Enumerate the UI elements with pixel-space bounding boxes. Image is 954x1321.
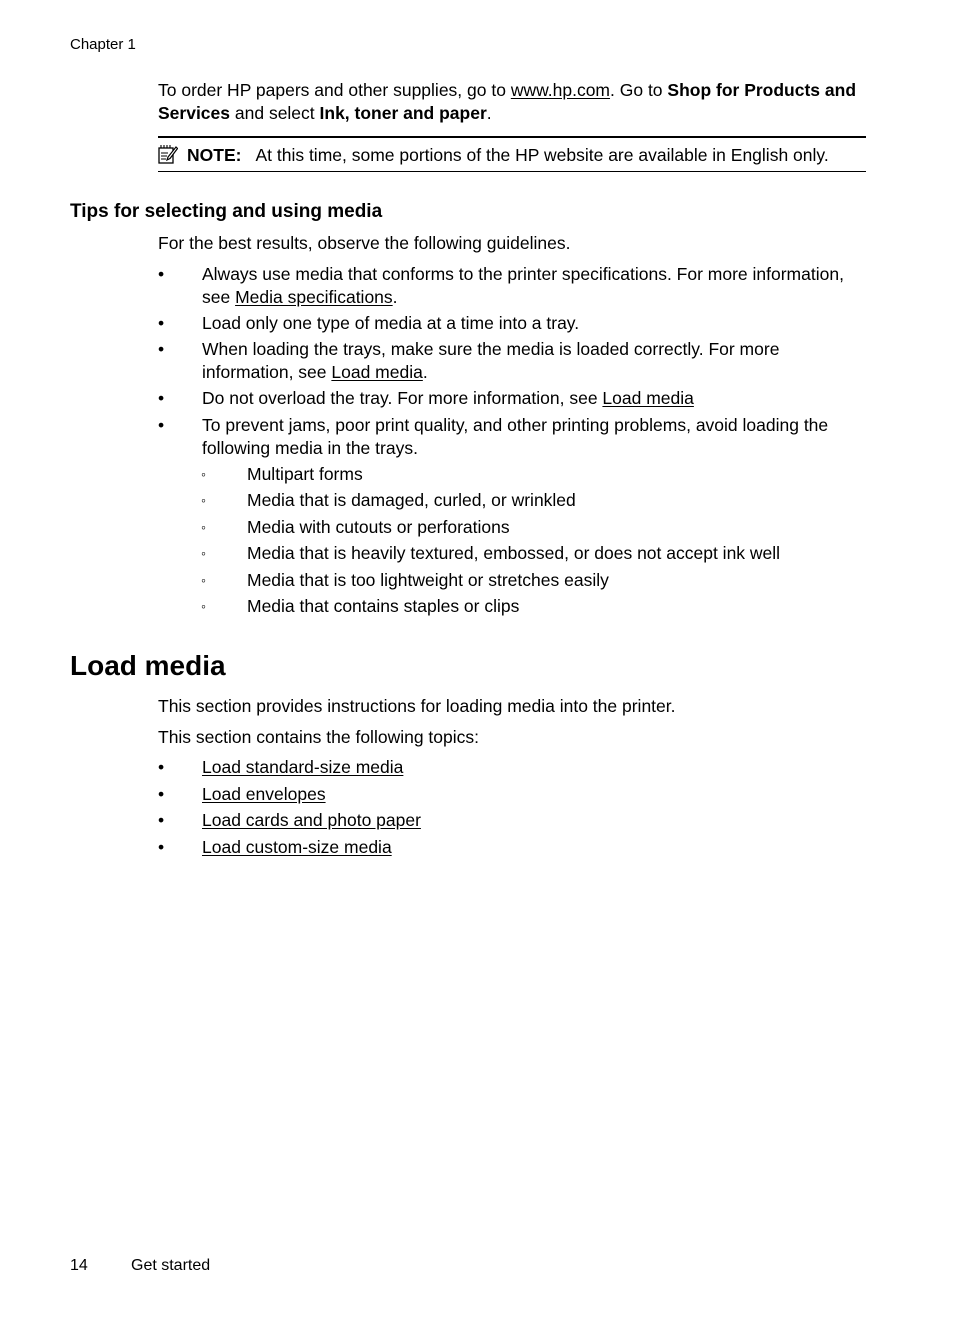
intro-text-3: and select	[230, 103, 320, 123]
list-item-body: Do not overload the tray. For more information, see	[202, 388, 603, 408]
note-body: At this time, some portions of the HP website are available in English only.	[255, 145, 829, 165]
load-cards-and-photo-paper-link[interactable]: Load cards and photo paper	[202, 810, 421, 830]
sub-list-item-text: Media that is heavily textured, embossed, or does not accept ink well	[247, 543, 781, 563]
intro-paragraph	[158, 79, 878, 125]
bullet-glyph: •	[158, 313, 165, 333]
load-standard-size-media-link[interactable]: Load standard-size media	[202, 757, 404, 777]
load-media-topics-lead: This section contains the following topics:	[158, 727, 479, 747]
footer-section: Get started	[131, 1257, 211, 1274]
tips-heading: Tips for selecting and using media	[70, 201, 383, 222]
load-envelopes-link[interactable]: Load envelopes	[202, 784, 326, 804]
load-media-link[interactable]: Load media	[331, 362, 423, 382]
load-custom-size-media-link[interactable]: Load custom-size media	[202, 837, 392, 857]
intro-text-2: . Go to	[610, 80, 668, 100]
sub-bullet-glyph: ◦	[201, 572, 206, 588]
media-specifications-link[interactable]: Media specifications	[235, 287, 393, 307]
sub-bullet-glyph: ◦	[201, 492, 206, 508]
list-item-text: To prevent jams, poor print quality, and other printing problems, avoid loading the following media in the trays.	[202, 415, 829, 458]
intro-text-1: To order HP papers and other supplies, go to	[158, 80, 511, 100]
note-box	[158, 136, 866, 172]
sub-bullet-glyph: ◦	[201, 519, 206, 535]
bullet-glyph: •	[158, 784, 165, 804]
bullet-glyph: •	[158, 264, 165, 284]
note-pencil-icon	[158, 144, 178, 164]
bullet-glyph: •	[158, 757, 165, 777]
hp-website-link[interactable]: www.hp.com	[510, 80, 611, 100]
list-item-text	[202, 263, 870, 309]
sub-list-item-text: Media that is too lightweight or stretches easily	[247, 570, 609, 590]
list-item-text	[202, 338, 870, 384]
intro-text-4: .	[486, 103, 492, 123]
load-media-intro: This section provides instructions for loading media into the printer.	[158, 696, 676, 716]
chapter-header: Chapter 1	[70, 36, 136, 53]
list-item-body: Always use media that conforms to the printer specifications. For more information, see	[202, 264, 844, 307]
intro-bold-ink: Ink, toner and paper	[319, 103, 487, 123]
bullet-glyph: •	[158, 415, 165, 435]
list-item-suffix: .	[422, 362, 428, 382]
load-media-heading: Load media	[70, 650, 226, 681]
sub-list-item-text: Multipart forms	[247, 464, 363, 484]
page-number: 14	[70, 1257, 88, 1274]
tips-lead: For the best results, observe the following guidelines.	[158, 233, 571, 253]
bullet-glyph: •	[158, 388, 165, 408]
sub-bullet-glyph: ◦	[201, 466, 206, 482]
bullet-glyph: •	[158, 810, 165, 830]
sub-list-item-text: Media with cutouts or perforations	[247, 517, 510, 537]
note-text	[187, 144, 829, 167]
sub-list-item-text: Media that contains staples or clips	[247, 596, 520, 616]
list-item-suffix: .	[392, 287, 398, 307]
sub-list-item-text: Media that is damaged, curled, or wrinkled	[247, 490, 576, 510]
load-media-link[interactable]: Load media	[602, 388, 694, 408]
bullet-glyph: •	[158, 339, 165, 359]
sub-bullet-glyph: ◦	[201, 545, 206, 561]
note-label: NOTE:	[187, 145, 242, 165]
sub-bullet-glyph: ◦	[201, 598, 206, 614]
list-item-body: When loading the trays, make sure the media is loaded correctly. For more information, see	[202, 339, 780, 382]
list-item-text	[202, 387, 870, 410]
intro-bold-shop: Shop for Products and Services	[158, 80, 857, 123]
list-item-text: Load only one type of media at a time into a tray.	[202, 313, 580, 333]
bullet-glyph: •	[158, 837, 165, 857]
